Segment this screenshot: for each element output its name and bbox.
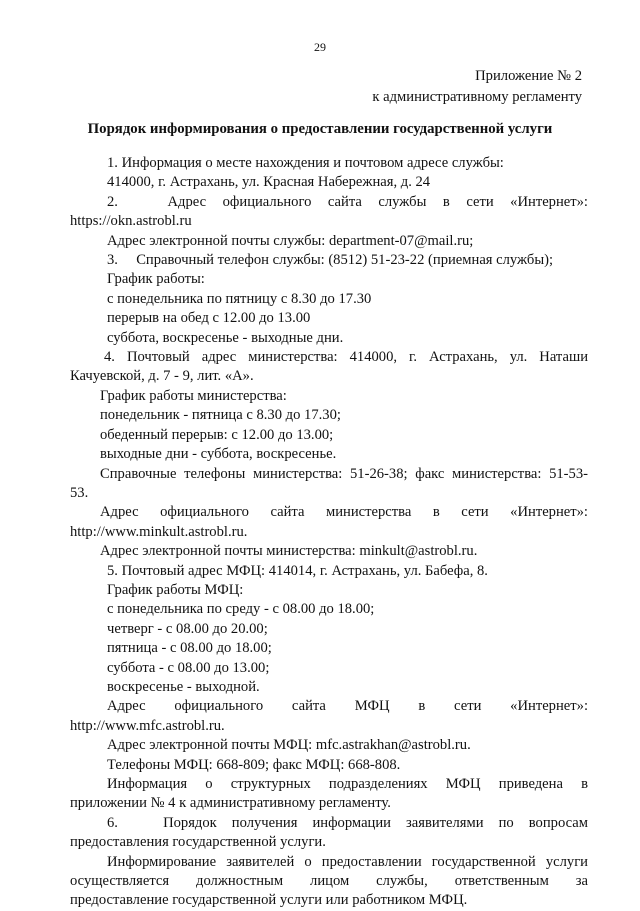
text-line: пятница - с 08.00 до 18.00; [107, 640, 272, 657]
text-line: 3. Справочный телефон службы: (8512) 51-23-22 (приемная службы); [107, 252, 554, 269]
text-line: Адрес электронной почты министерства: minkult@astrobl.ru. [100, 543, 478, 560]
text-line: 414000, г. Астрахань, ул. Красная Набережная, д. 24 [107, 174, 431, 191]
text-line: понедельник - пятница с 8.30 до 17.30; [100, 407, 341, 424]
text-line: осуществляется должностным лицом службы, ответственным за [70, 873, 588, 890]
text-line: 4. Почтовый адрес министерства: 414000, г. Астрахань, ул. Наташи [104, 349, 588, 366]
text-line: Информирование заявителей о предоставлении государственной услуги [107, 853, 588, 870]
text-line: Адрес электронной почты МФЦ: mfc.astrakhan@astrobl.ru. [107, 737, 471, 754]
page-number: 29 [314, 40, 326, 54]
text-line: 5. Почтовый адрес МФЦ: 414014, г. Астрахань, ул. Бабефа, 8. [107, 562, 488, 579]
document-title: Порядок информирования о предоставлении государственной услуги [87, 121, 553, 137]
appendix-reference: к административному регламенту [372, 89, 582, 105]
text-line: Адрес электронной почты службы: department-07@mail.ru; [107, 232, 474, 249]
text-line: перерыв на обед с 12.00 до 13.00 [107, 310, 311, 327]
text-line: Справочные телефоны министерства: 51-26-38; факс министерства: 51-53- [100, 465, 588, 482]
text-line: приложении № 4 к административному регламенту. [70, 795, 391, 812]
appendix-header [372, 66, 582, 108]
text-line: 53. [70, 484, 89, 501]
text-line: Телефоны МФЦ: 668-809; факс МФЦ: 668-808. [107, 756, 401, 773]
text-line: График работы: [107, 271, 205, 288]
text-line: с понедельника по пятницу с 8.30 до 17.30 [107, 290, 372, 307]
text-line: https://okn.astrobl.ru [70, 213, 192, 230]
text-line: суббота - с 08.00 до 13.00; [107, 659, 270, 676]
text-line: Адрес официального сайта МФЦ в сети «Интернет»: [107, 698, 588, 715]
text-line: четверг - с 08.00 до 20.00; [107, 620, 268, 637]
text-line: График работы министерства: [100, 387, 287, 404]
text-line: Качуевской, д. 7 - 9, лит. «А». [70, 368, 254, 385]
text-line: http://www.minkult.astrobl.ru. [70, 523, 248, 540]
text-line: Информация о структурных подразделениях МФЦ приведена в [107, 776, 588, 792]
text-line: предоставление государственной услуги или работником МФЦ. [70, 892, 468, 909]
text-line: 1. Информация о месте нахождения и почтовом адресе службы: [107, 155, 504, 171]
text-line: воскресенье - выходной. [107, 678, 260, 695]
text-line: обеденный перерыв: с 12.00 до 13.00; [100, 426, 334, 443]
document-body [70, 154, 588, 911]
text-line: http://www.mfc.astrobl.ru. [70, 717, 225, 734]
text-line: 2. Адрес официального сайта службы в сети «Интернет»: [107, 193, 588, 210]
text-line: выходные дни - суббота, воскресенье. [100, 446, 337, 463]
appendix-number: Приложение № 2 [475, 68, 582, 84]
text-line: предоставления государственной услуги. [70, 834, 326, 851]
text-line: График работы МФЦ: [107, 581, 244, 598]
text-line: Адрес официального сайта министерства в сети «Интернет»: [100, 504, 588, 521]
text-line: 6. Порядок получения информации заявителями по вопросам [107, 814, 588, 831]
text-line: суббота, воскресенье - выходные дни. [107, 329, 344, 346]
text-line: с понедельника по среду - с 08.00 до 18.00; [107, 601, 375, 618]
